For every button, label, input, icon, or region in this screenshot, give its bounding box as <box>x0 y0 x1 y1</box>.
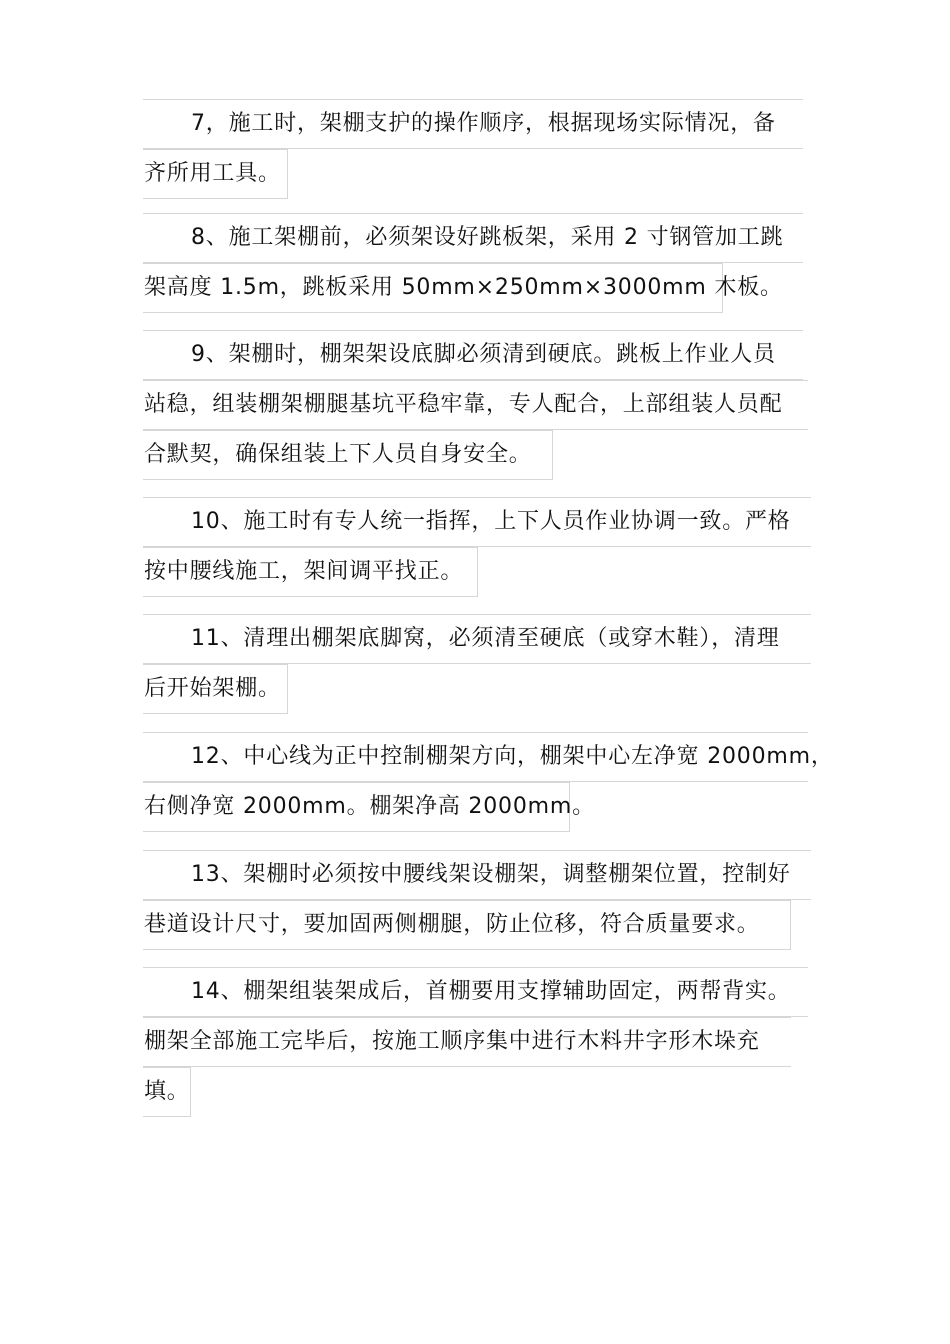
text-line-content: 架高度 1.5m，跳板采用 50mm×250mm×3000mm 木板。 <box>144 275 783 300</box>
text-line <box>143 547 478 597</box>
text-line-content: 右侧净宽 2000mm。棚架净高 2000mm。 <box>144 794 595 819</box>
text-line <box>143 967 808 1017</box>
text-line <box>143 330 803 380</box>
text-line <box>143 430 553 480</box>
text-line-content: 按中腰线施工，架间调平找正。 <box>144 559 464 584</box>
text-line-content: 8、施工架棚前，必须架设好跳板架，采用 2 寸钢管加工跳 <box>191 225 784 250</box>
text-line-content: 巷道设计尺寸，要加固两侧棚腿，防止位移，符合质量要求。 <box>144 912 760 937</box>
text-line <box>143 614 811 664</box>
text-line <box>143 664 288 714</box>
text-line <box>143 850 811 900</box>
text-line <box>143 213 803 263</box>
text-line <box>143 900 791 950</box>
text-line-content: 9、架棚时，棚架架设底脚必须清到硬底。跳板上作业人员 <box>191 342 776 367</box>
text-line <box>143 732 834 782</box>
text-line-content: 后开始架棚。 <box>144 676 281 701</box>
text-line <box>143 1067 191 1117</box>
text-line-content: 7，施工时，架棚支护的操作顺序，根据现场实际情况，备 <box>191 111 776 136</box>
text-line <box>143 1017 791 1067</box>
text-line-content: 合默契，确保组装上下人员自身安全。 <box>144 442 532 467</box>
text-line-content: 棚架全部施工完毕后，按施工顺序集中进行木料井字形木垛充 <box>144 1029 760 1054</box>
text-line-content: 10、施工时有专人统一指挥，上下人员作业协调一致。严格 <box>191 509 791 534</box>
text-line <box>143 497 811 547</box>
text-line-content: 填。 <box>144 1079 190 1104</box>
text-line <box>143 99 803 149</box>
text-line-content: 12、中心线为正中控制棚架方向，棚架中心左净宽 2000mm， <box>191 744 834 769</box>
text-line <box>143 782 595 832</box>
text-line <box>143 149 288 199</box>
text-line-content: 13、架棚时必须按中腰线架设棚架，调整棚架位置，控制好 <box>191 862 791 887</box>
text-line-content: 14、棚架组装架成后，首棚要用支撑辅助固定，两帮背实。 <box>191 979 791 1004</box>
text-line-content: 站稳，组装棚架棚腿基坑平稳牢靠，专人配合，上部组装人员配 <box>144 392 783 417</box>
text-line <box>143 380 808 430</box>
text-line-content: 齐所用工具。 <box>144 161 281 186</box>
text-line <box>143 263 783 313</box>
text-line-content: 11、清理出棚架底脚窝，必须清至硬底（或穿木鞋），清理 <box>191 626 780 651</box>
